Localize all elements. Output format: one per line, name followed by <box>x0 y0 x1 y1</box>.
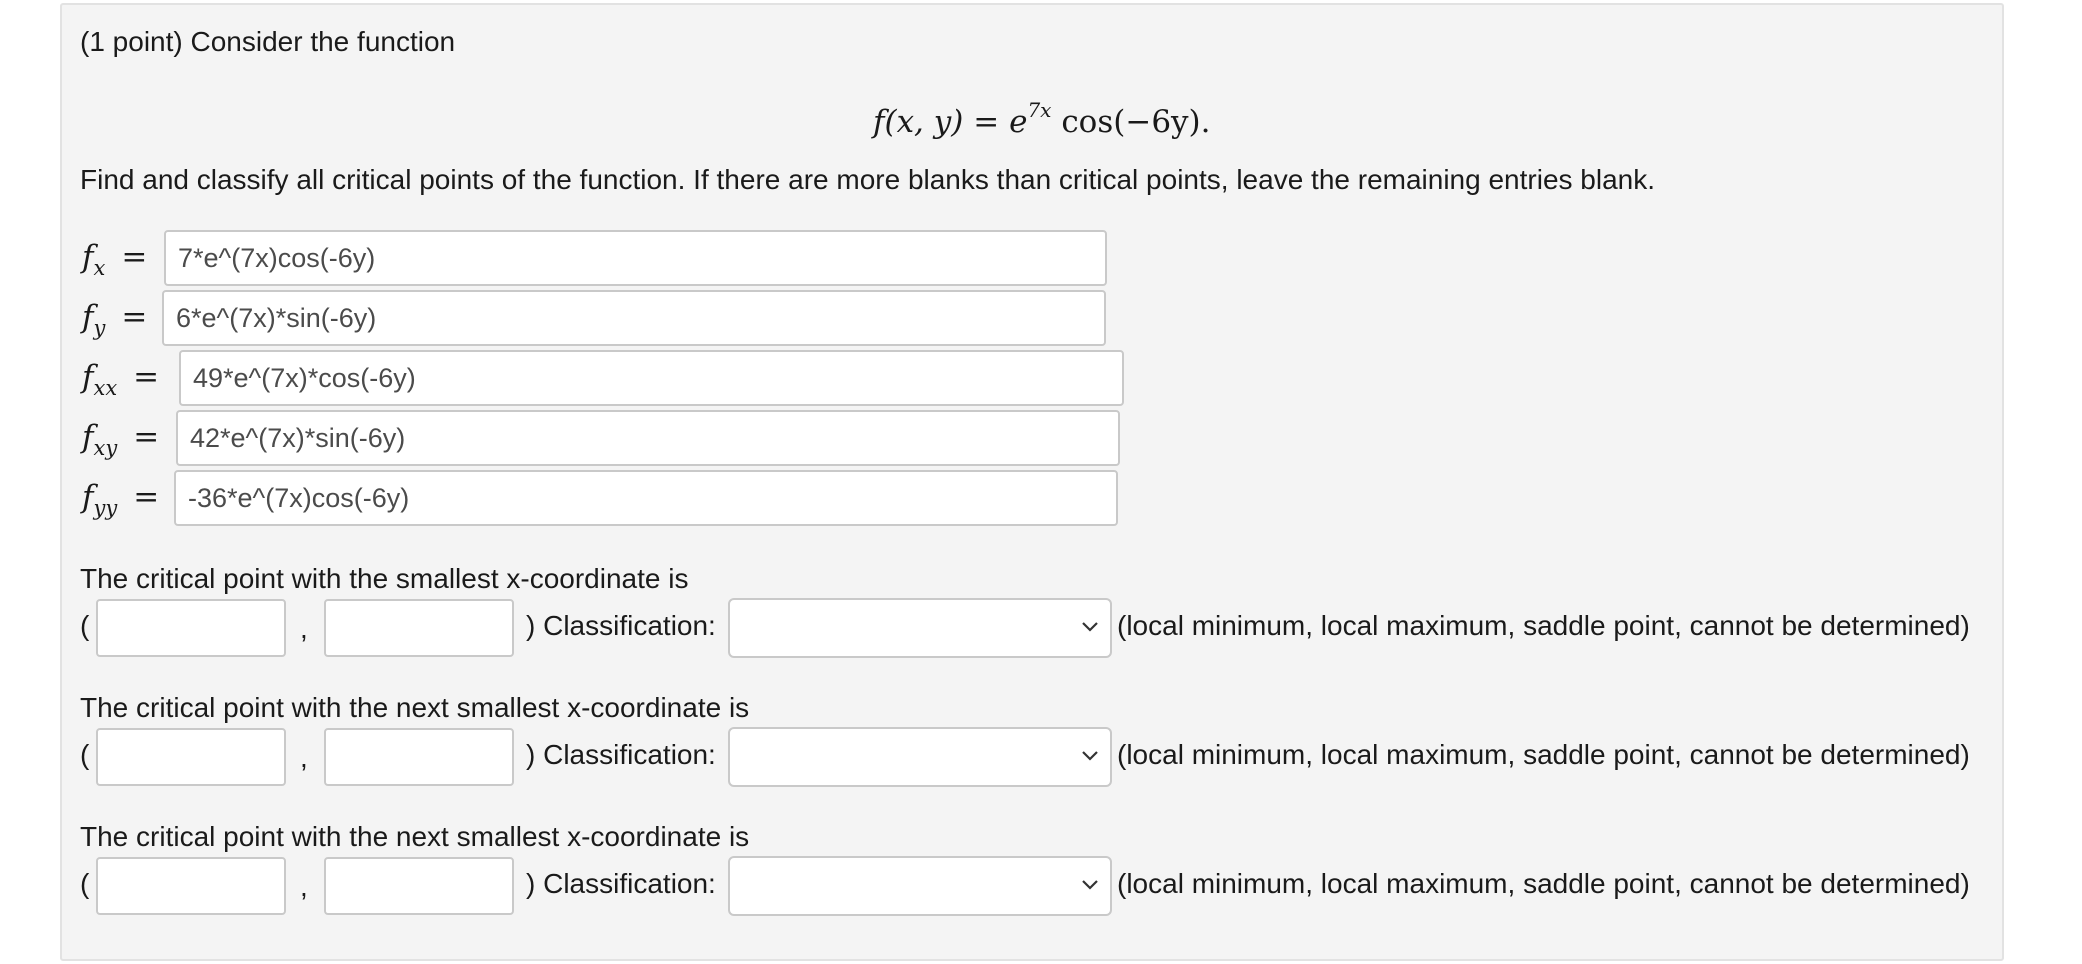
fxy-input[interactable] <box>176 410 1120 466</box>
fxy-label: $f_{xy}$ = <box>82 419 160 460</box>
critical-point-prompt: The critical point with the smallest x-coordinate is <box>80 563 689 594</box>
critical-point-y-input[interactable] <box>324 599 514 657</box>
fxx-label: $f_{xx}$ = <box>82 359 160 400</box>
function-equals: = <box>973 104 1000 140</box>
chevron-down-icon <box>1080 616 1100 636</box>
critical-point-x-input[interactable] <box>96 728 286 786</box>
function-rest: cos(−6y). <box>1061 104 1211 140</box>
instructions-text: Find and classify all critical points of the function. If there are more blanks than critical points, leave the remaining entries blank. <box>80 164 1656 195</box>
classification-label: ) Classification: <box>526 868 716 899</box>
function-base: e <box>1009 104 1028 140</box>
fyy-input[interactable] <box>174 470 1118 526</box>
chevron-down-icon <box>1080 874 1100 894</box>
comma: , <box>300 871 308 902</box>
fyy-label: $f_{yy}$ = <box>82 479 160 520</box>
classification-select[interactable] <box>728 598 1112 658</box>
classification-options-hint: (local minimum, local maximum, saddle point, cannot be determined) <box>1117 739 1970 770</box>
open-paren: ( <box>80 739 90 770</box>
classification-label: ) Classification: <box>526 610 716 641</box>
critical-point-x-input[interactable] <box>96 599 286 657</box>
classification-select[interactable] <box>728 856 1112 916</box>
critical-point-y-input[interactable] <box>324 857 514 915</box>
fx-label: $f_x$ = <box>82 239 148 280</box>
classification-options-hint: (local minimum, local maximum, saddle point, cannot be determined) <box>1117 868 1970 899</box>
classification-select[interactable] <box>728 727 1112 787</box>
critical-point-y-input[interactable] <box>324 728 514 786</box>
function-display <box>873 92 1211 140</box>
fxx-input[interactable] <box>179 350 1124 406</box>
open-paren: ( <box>80 610 90 641</box>
chevron-down-icon <box>1080 745 1100 765</box>
comma: , <box>300 742 308 773</box>
open-paren: ( <box>80 868 90 899</box>
classification-label: ) Classification: <box>526 739 716 770</box>
critical-point-prompt: The critical point with the next smallest x-coordinate is <box>80 692 750 723</box>
problem-header: (1 point) Consider the function <box>80 26 456 57</box>
function-exponent: 7x <box>1027 98 1052 122</box>
critical-point-prompt: The critical point with the next smallest x-coordinate is <box>80 821 750 852</box>
classification-options-hint: (local minimum, local maximum, saddle point, cannot be determined) <box>1117 610 1970 641</box>
comma: , <box>300 613 308 644</box>
critical-point-x-input[interactable] <box>96 857 286 915</box>
fy-input[interactable] <box>162 290 1106 346</box>
fx-input[interactable] <box>164 230 1107 286</box>
function-lhs: f(x, y) <box>873 104 964 140</box>
fy-label: $f_y$ = <box>82 299 148 340</box>
